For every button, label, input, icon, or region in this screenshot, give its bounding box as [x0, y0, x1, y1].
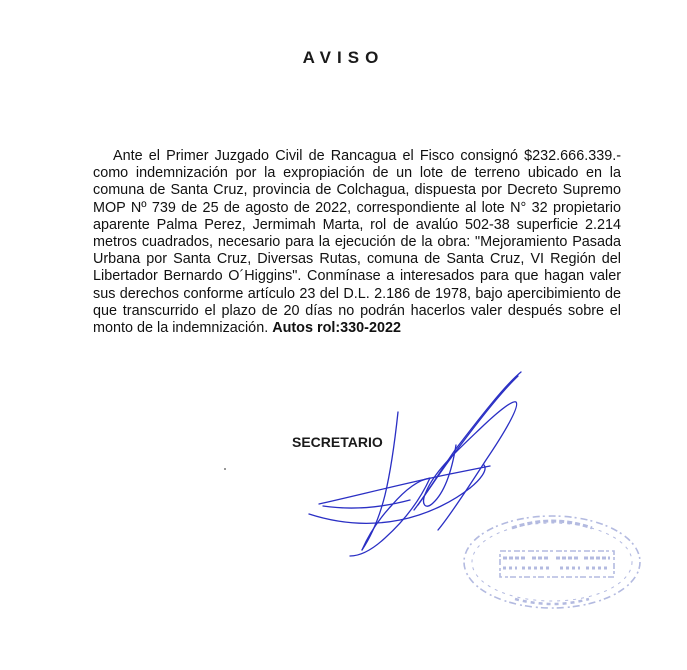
signatory-label: SECRETARIO — [292, 434, 383, 450]
notice-title: AVISO — [302, 48, 385, 67]
notice-body-text: Ante el Primer Juzgado Civil de Rancagua el Fisco consignó $232.666.339.- como indemnización por la expropiación de un lote de terreno ubicado en la comuna de Santa Cruz, provincia de Colchagua, dispuesta por Decreto Supremo MOP Nº 739 de 25 de agosto de 2022, correspondiente al lote N° 32 propietario aparente Palma Perez, Jermimah Marta, rol de avalúo 502-38 superficie 2.214 metros cuadrados, necesario para la ejecución de la obra: "Mejoramiento Pasada Urbana por Santa Cruz, Diversas Rutas, comuna de Santa Cruz, VI Región del Libertador Bernardo O´Higgins". Conmínase a interesados para que hagan valer sus derechos conforme artículo 23 del D.L. 2.186 de 1978, bajo apercibimiento de que transcurrido el plazo de 20 días no podrán hacerlos valer después sobre el monto de la indemnización. — [93, 148, 621, 337]
case-number: Autos rol:330-2022 — [272, 320, 401, 337]
